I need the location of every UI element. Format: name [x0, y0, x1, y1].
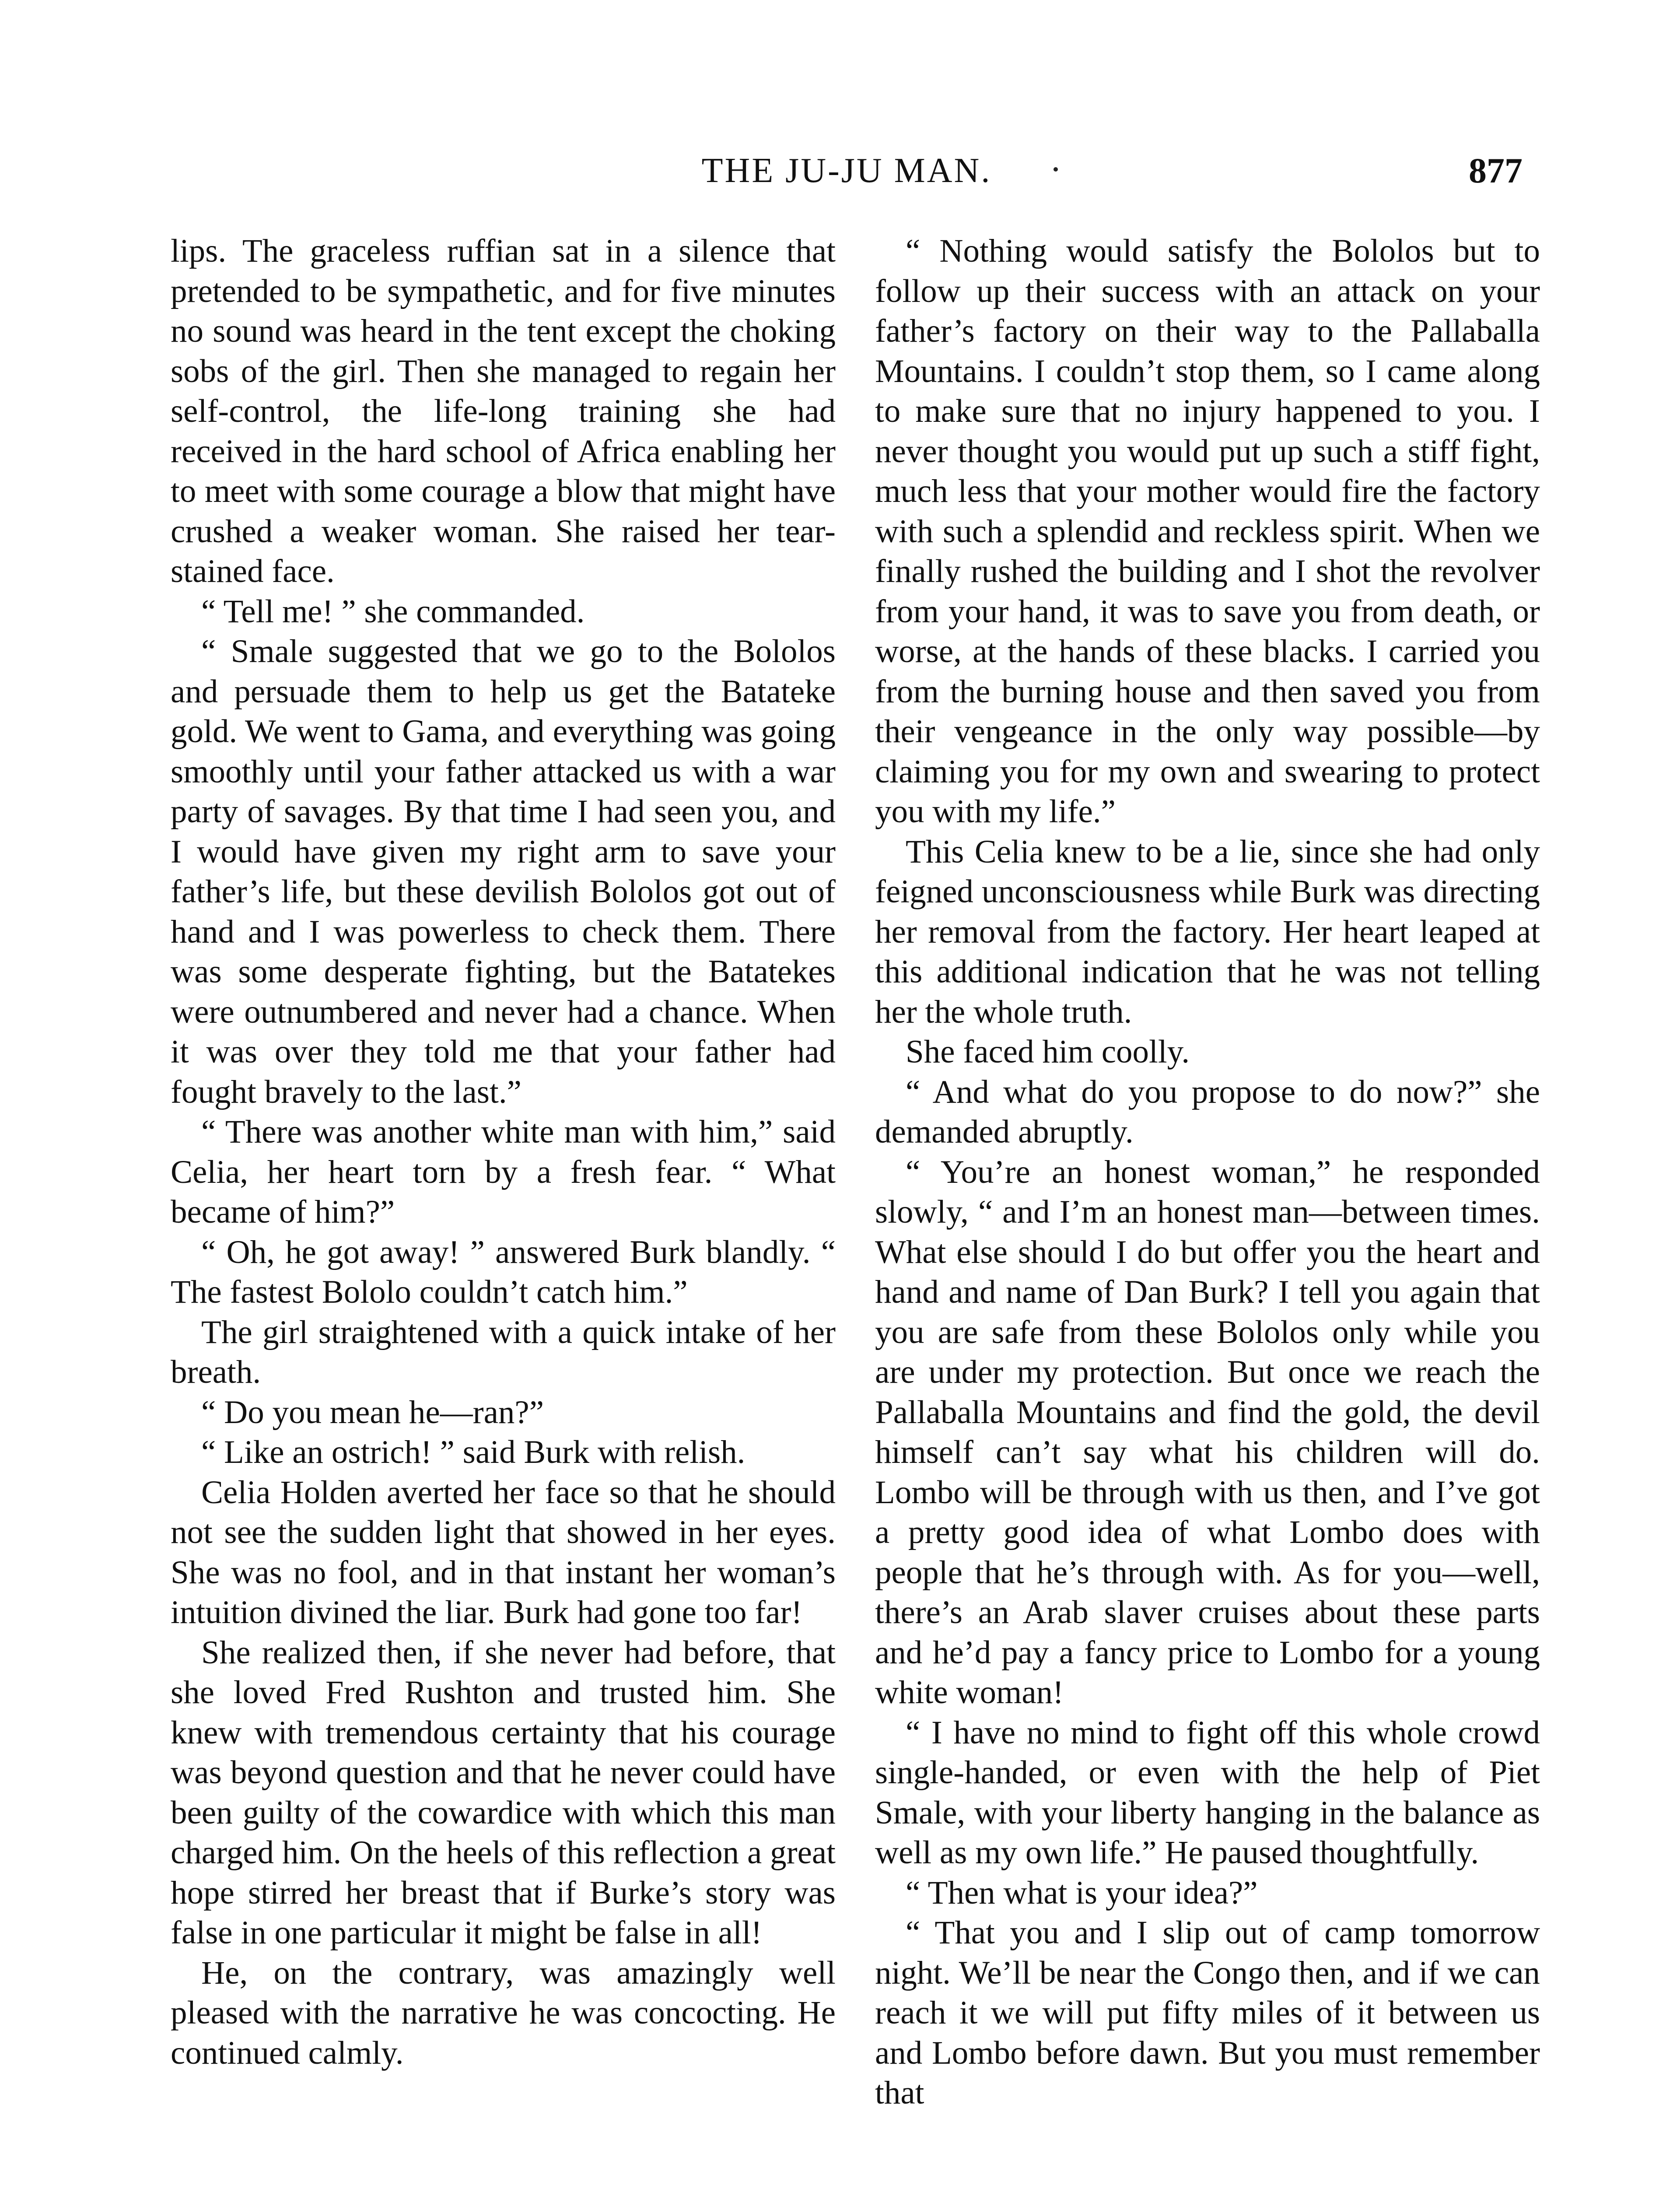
paragraph: “ Like an ostrich! ” said Burk with relish.	[201, 1434, 746, 1470]
paragraph: “ That you and I slip out of camp tomorrow night. We’ll be near the Congo then, and if we can reach it we will put fifty miles of it between us and Lombo before dawn. But you must remember that	[875, 1914, 1540, 2111]
paragraph: She realized then, if she never had before, that she loved Fred Rushton and trusted him. She knew with tremendous certainty that his courage was beyond question and that he never could have been guilty of the cowardice with which this man charged him. On the heels of this reflection a great hope stirred her breast that if Burke’s story was false in one particular it might be false in all!	[171, 1634, 836, 1951]
paragraph: “ Smale suggested that we go to the Bololos and persuade them to help us get the Batateke gold. We went to Gama, and everything was going smoothly until your father attacked us with a war party of savages. By that time I had seen you, and I would have given my right arm to save your father’s life, but these devilish Bololos got out of hand and I was powerless to check them. There was some desperate fighting, but the Batatekes were outnumbered and never had a chance. When it was over they told me that your father had fought bravely to the last.”	[171, 633, 836, 1110]
paragraph: Celia Holden averted her face so that he should not see the sudden light that showed in her eyes. She was no fool, and in that instant her woman’s intuition divined the liar. Burk had gone too far!	[171, 1474, 836, 1630]
paragraph: He, on the contrary, was amazingly well pleased with the narrative he was concocting. He continued calmly.	[171, 1954, 836, 2071]
paragraph: lips. The graceless ruffian sat in a silence that pretended to be sympathetic, and for five minutes no sound was heard in the tent except the choking sobs of the girl. Then she managed to regain her self-control, the life-long training she had received in the hard school of Africa enabling her to meet with some courage a blow that might have crushed a weaker woman. She raised her tear-stained face.	[171, 233, 836, 589]
paragraph: “ Then what is your idea?”	[906, 1874, 1258, 1911]
paragraph: “ I have no mind to fight off this whole crowd single-handed, or even with the help of Piet Smale, with your liberty hanging in the balance as well as my own life.” He paused thoughtfully.	[875, 1714, 1540, 1871]
paragraph: “ You’re an honest woman,” he responded slowly, “ and I’m an honest man—between times. What else should I do but offer you the heart and hand and name of Dan Burk? I tell you again that you are safe from these Bololos only while you are under my protection. But once we reach the Pallaballa Mountains and find the gold, the devil himself can’t say what his children will do. Lombo will be through with us then, and I’ve got a pretty good idea of what Lombo does with people that he’s through with. As for you—well, there’s an Arab slaver cruises about these parts and he’d pay a fancy price to Lombo for a young white woman!	[875, 1154, 1540, 1711]
left-column	[171, 231, 836, 2073]
paragraph: “ Nothing would satisfy the Bololos but to follow up their success with an attack on your father’s factory on their way to the Pallaballa Mountains. I couldn’t stop them, so I came along to make sure that no injury happened to you. I never thought you would put up such a stiff fight, much less that your mother would fire the factory with such a splendid and reckless spirit. When we finally rushed the building and I shot the revolver from your hand, it was to save you from death, or worse, at the hands of these blacks. I carried you from the burning house and then saved you from their vengeance in the only way possible—by claiming you for my own and swearing to protect you with my life.”	[875, 233, 1540, 830]
running-head	[171, 144, 1522, 197]
paragraph: “ Do you mean he—ran?”	[201, 1394, 544, 1431]
paragraph: She faced him coolly.	[906, 1034, 1190, 1070]
stray-dot	[1054, 167, 1058, 172]
paragraph: “ Tell me! ” she commanded.	[201, 593, 585, 630]
paragraph: “ And what do you propose to do now?” she demanded abruptly.	[875, 1073, 1540, 1150]
paragraph: “ There was another white man with him,” said Celia, her heart torn by a fresh fear. “ What became of him?”	[171, 1114, 836, 1230]
paragraph: The girl straightened with a quick intake of her breath.	[171, 1314, 836, 1390]
paragraph: “ Oh, he got away! ” answered Burk blandly. “ The fastest Bololo couldn’t catch him.”	[171, 1234, 836, 1310]
running-title: THE JU-JU MAN.	[701, 151, 992, 190]
right-column	[875, 231, 1540, 2113]
page-number: 877	[1469, 151, 1522, 190]
paragraph: This Celia knew to be a lie, since she had only feigned unconsciousness while Burk was directing her removal from the factory. Her heart leaped at this additional indication that he was not telling her the whole truth.	[875, 833, 1540, 1030]
